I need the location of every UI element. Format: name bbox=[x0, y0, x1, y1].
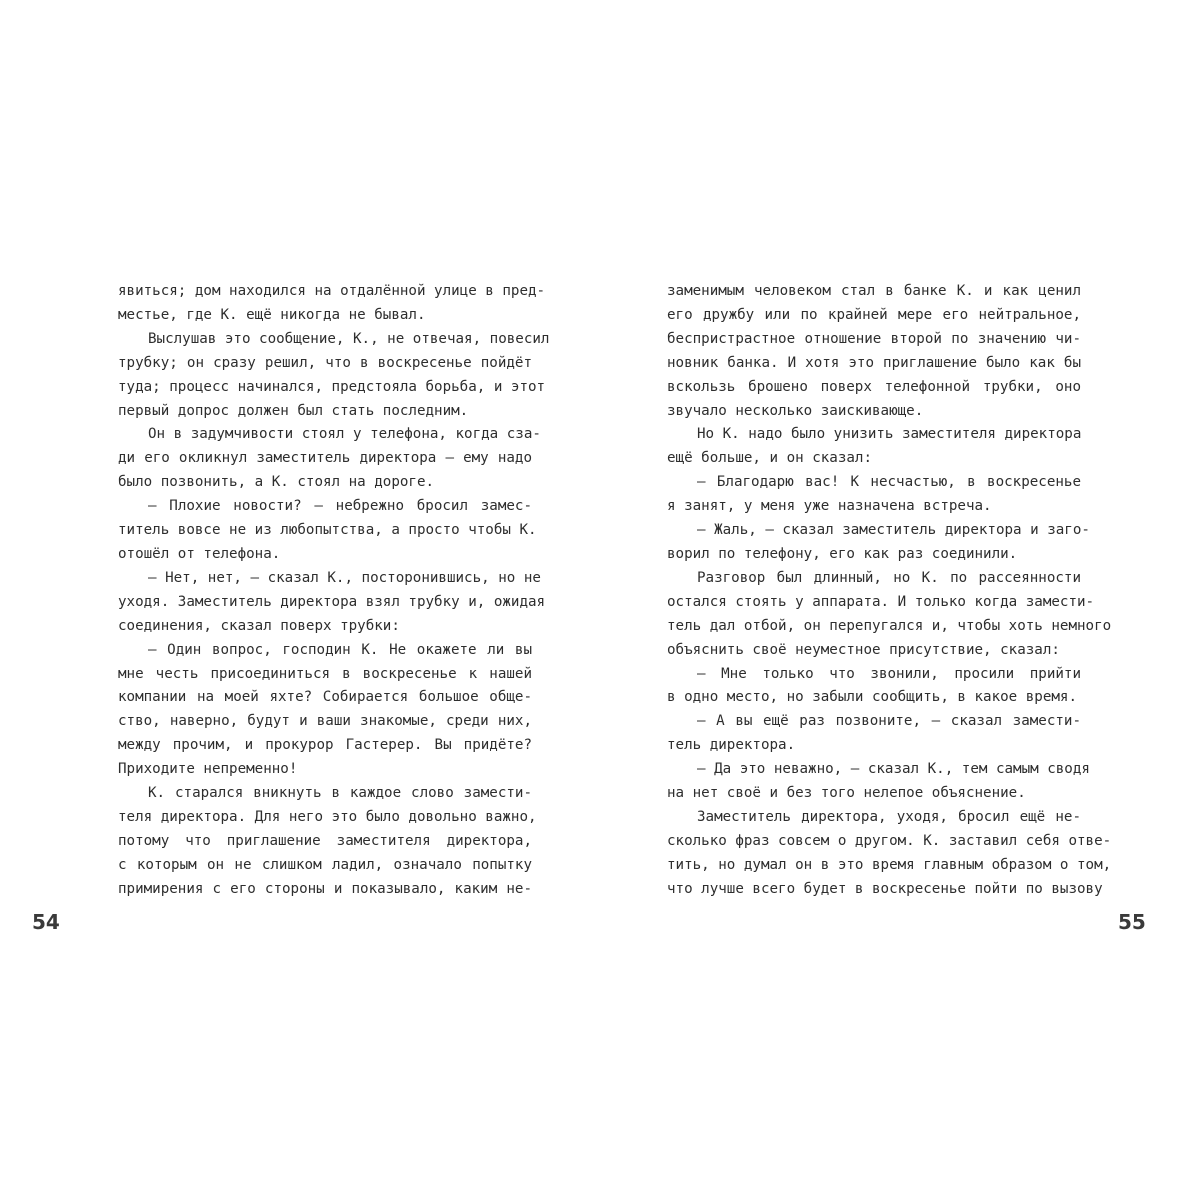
text-line: заменимым человеком стал в банке К. и как ценил bbox=[667, 283, 1081, 299]
text-line: тель директора. bbox=[667, 737, 796, 754]
text-line: новник банка. И хотя это приглашение было как бы bbox=[667, 354, 1081, 371]
text-line: — Нет, нет, — сказал К., посторонившись, но не bbox=[148, 569, 541, 586]
text-line: уходя. Заместитель директора взял трубку и, ожидая bbox=[118, 593, 546, 610]
text-line: титель вовсе не из любопытства, а просто чтобы К. bbox=[118, 522, 537, 539]
text-line: между прочим, и прокурор Гастерер. Вы придёте? bbox=[118, 737, 532, 754]
text-line: потому что приглашение заместителя директора, bbox=[118, 832, 532, 849]
text-line: местье, где К. ещё никогда не бывал. bbox=[118, 306, 426, 323]
text-line: компании на моей яхте? Собирается большое обще- bbox=[118, 689, 532, 706]
text-line: Он в задумчивости стоял у телефона, когда сза- bbox=[148, 426, 541, 443]
text-line: Выслушав это сообщение, К., не отвечая, повесил bbox=[148, 330, 550, 347]
text-line: туда; процесс начинался, предстояла борьба, и этот bbox=[118, 378, 546, 395]
text-line: его дружбу или по крайней мере его нейтральное, bbox=[667, 306, 1081, 323]
text-line: первый допрос должен был стать последним. bbox=[118, 402, 469, 419]
text-line: звучало несколько заискивающе. bbox=[667, 402, 924, 419]
text-line: беспристрастное отношение второй по значению чи- bbox=[667, 330, 1081, 347]
text-line: Приходите непременно! bbox=[118, 761, 298, 778]
text-line: что лучше всего будет в воскресенье пойти по вызову bbox=[667, 880, 1103, 897]
text-line: — Один вопрос, господин К. Не окажете ли вы bbox=[148, 641, 532, 658]
text-line: — Мне только что звонили, просили прийти bbox=[697, 665, 1081, 682]
text-line: — Да это неважно, — сказал К., тем самым сводя bbox=[697, 761, 1090, 778]
text-line: Разговор был длинный, но К. по рассеянности bbox=[697, 569, 1081, 586]
text-line: мне честь присоединиться в воскресенье к нашей bbox=[118, 665, 532, 682]
text-line: ворил по телефону, его как раз соединили. bbox=[667, 545, 1018, 562]
right-page-number: 55 bbox=[1118, 910, 1146, 934]
text-line: на нет своё и без того нелепое объяснение. bbox=[667, 785, 1026, 802]
text-line: вскользь брошено поверх телефонной трубки, оно bbox=[667, 378, 1081, 395]
text-line: сколько фраз совсем о другом. К. заставил себя отве- bbox=[667, 832, 1112, 849]
text-line: Но К. надо было унизить заместителя директора bbox=[697, 426, 1082, 443]
text-line: объяснить своё неуместное присутствие, сказал: bbox=[667, 641, 1060, 658]
left-page-text bbox=[118, 280, 550, 902]
text-line: в одно место, но забыли сообщить, в какое время. bbox=[667, 689, 1077, 706]
text-line: отошёл от телефона. bbox=[118, 545, 281, 562]
text-line: было позвонить, а К. стоял на дороге. bbox=[118, 474, 435, 491]
left-page-number: 54 bbox=[32, 910, 60, 934]
text-line: явиться; дом находился на отдалённой улице в пред- bbox=[118, 283, 546, 299]
text-line: Заместитель директора, уходя, бросил ещё не- bbox=[697, 808, 1081, 825]
text-line: — А вы ещё раз позвоните, — сказал замести- bbox=[697, 713, 1081, 730]
text-line: тить, но думал он в это время главным образом о том, bbox=[667, 856, 1112, 873]
text-line: К. старался вникнуть в каждое слово замести- bbox=[148, 785, 532, 802]
text-line: с которым он не слишком ладил, означало попытку bbox=[118, 856, 532, 873]
text-line: трубку; он сразу решил, что в воскресенье пойдёт bbox=[118, 354, 532, 371]
text-line: — Плохие новости? — небрежно бросил замес- bbox=[148, 498, 532, 515]
text-line: тель дал отбой, он перепугался и, чтобы хоть немного bbox=[667, 617, 1112, 634]
text-line: я занят, у меня уже назначена встреча. bbox=[667, 498, 992, 515]
text-line: теля директора. Для него это было довольно важно, bbox=[118, 808, 537, 825]
right-page-text bbox=[667, 280, 1112, 902]
text-line: ство, наверно, будут и ваши знакомые, среди них, bbox=[118, 713, 532, 730]
text-line: ещё больше, и он сказал: bbox=[667, 450, 872, 467]
text-line: соединения, сказал поверх трубки: bbox=[118, 617, 400, 634]
text-line: — Жаль, — сказал заместитель директора и заго- bbox=[697, 522, 1090, 539]
text-line: примирения с его стороны и показывало, каким не- bbox=[118, 880, 532, 897]
text-line: остался стоять у аппарата. И только когда замести- bbox=[667, 593, 1095, 610]
text-line: ди его окликнул заместитель директора — ему надо bbox=[118, 450, 532, 467]
text-line: — Благодарю вас! К несчастью, в воскресенье bbox=[697, 474, 1081, 491]
